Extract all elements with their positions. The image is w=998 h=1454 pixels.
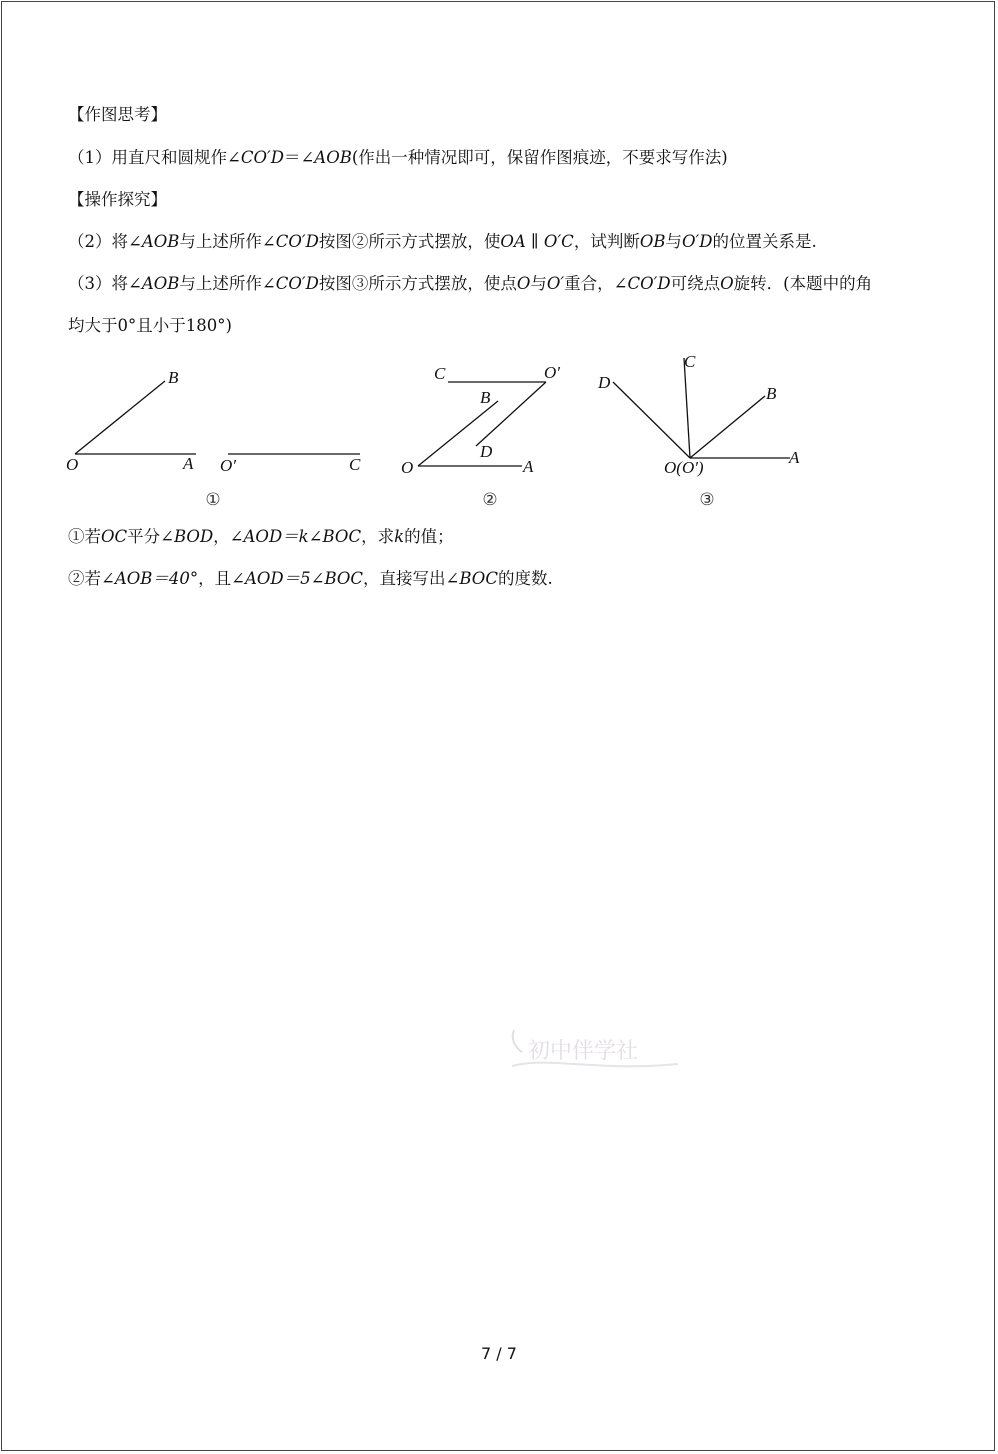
section-title-drawing: 【作图思考】 — [68, 105, 167, 124]
fig2-caption: ② — [482, 490, 498, 509]
fig1-label-o: O — [66, 455, 79, 474]
fig2-label-a: A — [523, 457, 534, 476]
watermark-logo — [508, 1022, 688, 1082]
fig3-label-c: C — [684, 352, 696, 371]
page-border — [1, 1, 995, 1451]
fig1-caption: ① — [205, 490, 221, 509]
fig1-ray-ob — [75, 381, 165, 454]
question-3-line2: 均大于0°且小于180°) — [68, 316, 232, 335]
figures — [0, 340, 998, 520]
fig2-label-c: C — [434, 364, 446, 383]
section-title-exploration: 【操作探究】 — [68, 190, 167, 209]
fig3-caption: ③ — [699, 490, 715, 509]
figure-3 — [613, 358, 790, 458]
fig2-label-o-prime: O′ — [544, 363, 560, 382]
fig2-label-d: D — [480, 442, 493, 461]
fig1-label-a: A — [183, 454, 194, 473]
fig2-label-o: O — [401, 458, 414, 477]
fig3-label-a: A — [789, 448, 800, 467]
fig3-ray-oc — [684, 358, 690, 458]
watermark-text: 初中伴学社 — [528, 1039, 639, 1064]
sub-question-2: ②若∠AOB＝40°，且∠AOD＝5∠BOC，直接写出∠BOC的度数. — [68, 569, 553, 588]
question-2: （2）将∠AOB与上述所作∠CO′D按图②所示方式摆放，使OA ∥ O′C，试判断OB与O′D的位置关系是. — [68, 232, 817, 251]
fig3-ray-od — [613, 382, 690, 458]
fig3-label-b: B — [766, 384, 777, 403]
fig3-label-d: D — [598, 373, 611, 392]
fig2-label-b: B — [480, 388, 491, 407]
figure-1 — [75, 381, 360, 454]
fig1-label-b: B — [168, 368, 179, 387]
question-3: （3）将∠AOB与上述所作∠CO′D按图③所示方式摆放，使点O与O′重合，∠CO′D可绕点O旋转．(本题中的角 — [68, 274, 873, 293]
sub-question-1: ①若OC平分∠BOD，∠AOD＝k∠BOC，求k的值； — [68, 527, 454, 546]
fig1-label-o-prime: O′ — [220, 456, 236, 475]
fig3-ray-ob — [690, 396, 765, 458]
page-number: 7 / 7 — [481, 1344, 517, 1363]
fig3-label-o-o-prime: O(O′) — [664, 458, 704, 477]
fig1-label-c: C — [349, 455, 361, 474]
question-1: （1）用直尺和圆规作∠CO′D＝∠AOB(作出一种情况即可，保留作图痕迹，不要求写作法) — [68, 148, 728, 167]
